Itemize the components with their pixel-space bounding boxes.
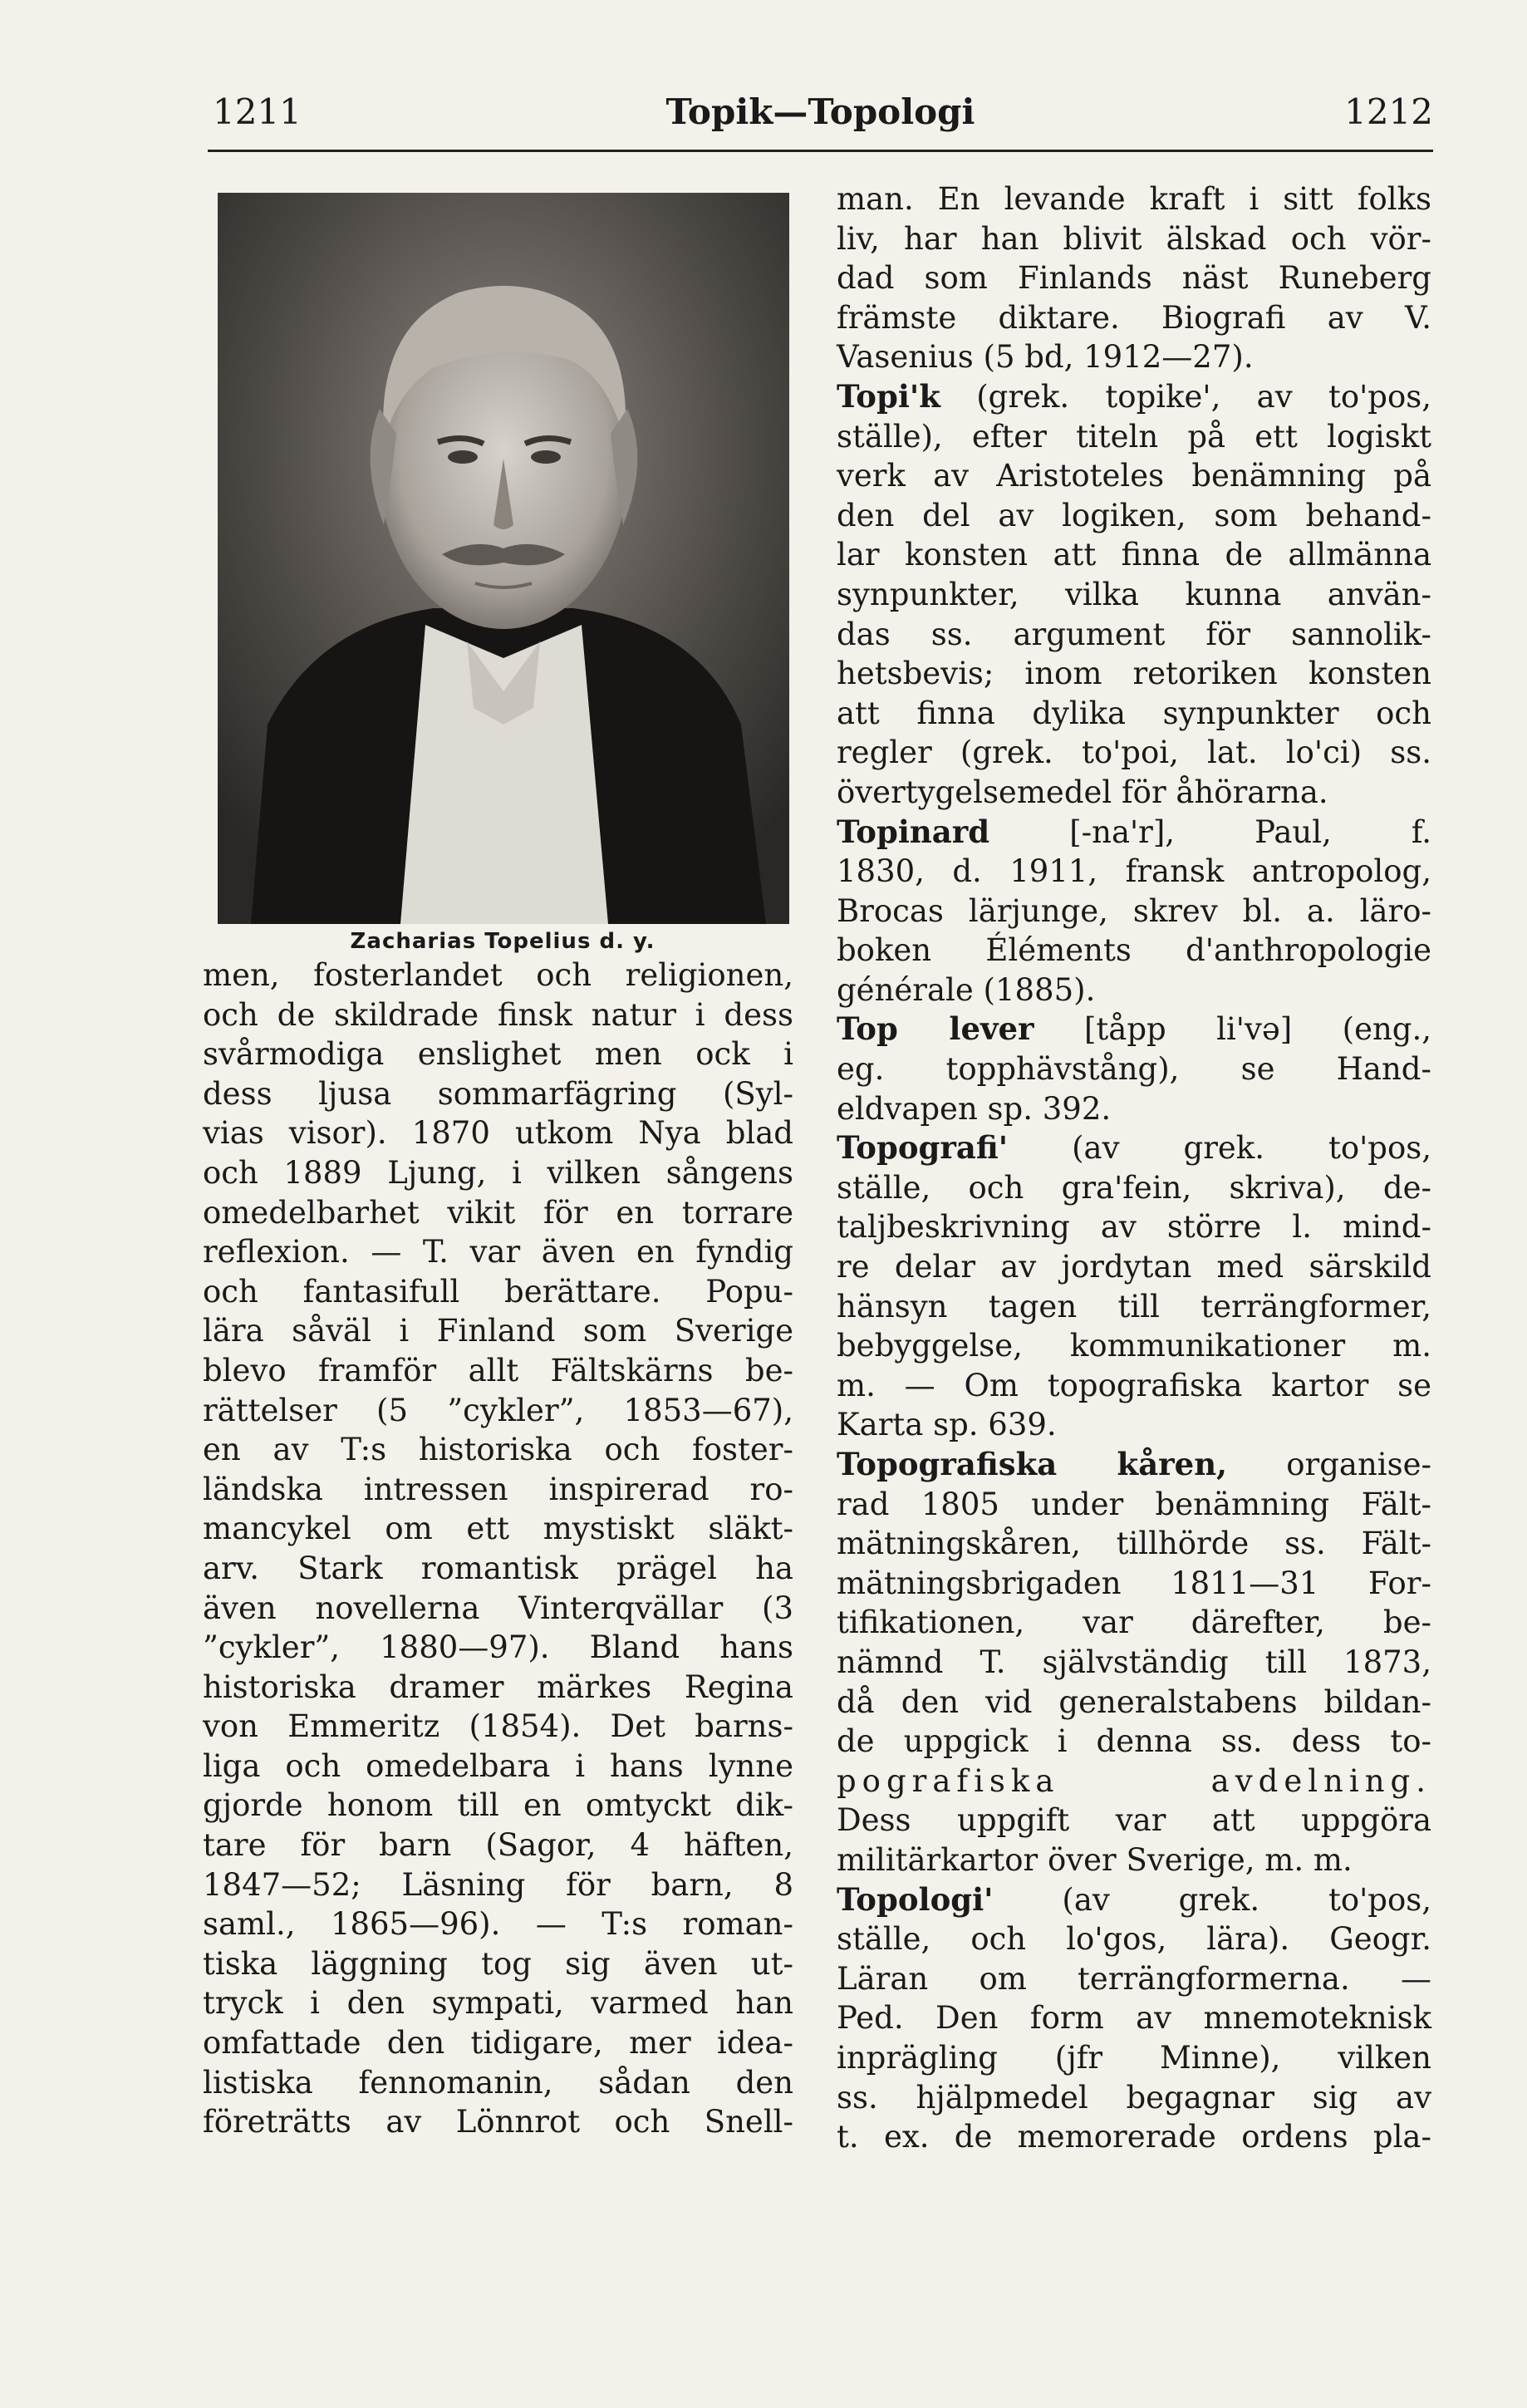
text-line: gjorde honom till en omtyckt dik-	[203, 1787, 793, 1824]
text-line: de uppgick i denna ss. dess to-	[837, 1723, 1431, 1760]
text-line: ställe, och lo'gos, lära). Geogr.	[837, 1921, 1431, 1958]
text-line: verk av Aristoteles benämning på	[837, 458, 1431, 494]
text-line: främste diktare. Biografi av V.	[837, 299, 1431, 336]
text-line: man. En levande kraft i sitt folks	[837, 181, 1431, 217]
text-line: den del av logiken, som behand-	[837, 497, 1431, 533]
text-line: saml., 1865—96). — T:s roman-	[203, 1906, 793, 1943]
right-column	[837, 179, 1431, 2157]
text-line: das ss. argument för sannolik-	[837, 616, 1431, 652]
headword: Topi'k	[837, 377, 940, 415]
text-line: lära såväl i Finland som Sverige	[203, 1313, 793, 1349]
text-line: lar konsten att finna de allmänna	[837, 537, 1431, 573]
text-line: tare för barn (Sagor, 4 häften,	[203, 1827, 793, 1864]
text-line: Ped. Den form av mnemoteknisk	[837, 2000, 1431, 2037]
text-line: arv. Stark romantisk prägel ha	[203, 1550, 793, 1586]
text-line: inprägling (jfr Minne), vilken	[837, 2039, 1431, 2076]
text-line: listiska fennomanin, sådan den	[203, 2064, 793, 2101]
text-line: eg. topphävstång), se Hand-	[837, 1051, 1431, 1088]
text-line: men, fosterlandet och religionen,	[203, 957, 793, 993]
text-line: militärkartor över Sverige, m. m.	[837, 1841, 1353, 1878]
text-line: rad 1805 under benämning Fält-	[837, 1486, 1431, 1522]
text-line: hetsbevis; inom retoriken konsten	[837, 656, 1431, 692]
text-line: t. ex. de memorerade ordens pla-	[837, 2119, 1431, 2155]
text-line: m. — Om topografiska kartor se	[837, 1367, 1431, 1403]
page-title: Topik—Topologi	[665, 91, 975, 132]
headword: Topinard	[837, 813, 990, 850]
text-line: även novellerna Vinterqvällar (3	[203, 1590, 793, 1626]
text-line: ”cykler”, 1880—97). Bland hans	[203, 1629, 793, 1666]
text-line: Brocas lärjunge, skrev bl. a. läro-	[837, 892, 1431, 929]
text-line: omedelbarhet vikit för en torrare	[203, 1194, 793, 1231]
entry-top-lever: Top lever [tåpp li'və] (eng.,	[837, 1010, 1432, 1048]
text-line: Läran om terrängformerna. —	[837, 1960, 1431, 1997]
text-line: re delar av jordytan med särskild	[837, 1249, 1431, 1285]
text-line: ställe), efter titeln på ett logiskt	[837, 418, 1431, 455]
text-line: blevo framför allt Fältskärns be-	[203, 1352, 793, 1388]
text-line: pografiska avdelning.	[837, 1762, 1431, 1799]
text-line: övertygelsemedel för åhörarna.	[837, 774, 1328, 810]
text-line: Vasenius (5 bd, 1912—27).	[837, 339, 1254, 376]
text-line: von Emmeritz (1854). Det barns-	[203, 1708, 793, 1745]
page-header	[208, 83, 1433, 152]
text-line: 1847—52; Läsning för barn, 8	[203, 1866, 793, 1903]
text-line: tifikationen, var därefter, be-	[837, 1605, 1431, 1641]
text-line: reflexion. — T. var även en fyndig	[203, 1234, 793, 1270]
text-line: svårmodiga enslighet men ock i	[203, 1036, 793, 1073]
text-line: ländska intressen inspirerad ro-	[203, 1471, 793, 1507]
text-line: Dess uppgift var att uppgöra	[837, 1802, 1431, 1839]
headword: Topografi'	[837, 1129, 1009, 1167]
entry-topologi: Topologi' (av grek. to'pos,	[837, 1880, 1431, 1918]
text-line: och 1889 Ljung, i vilken sångens	[203, 1154, 793, 1191]
page-number-right: 1212	[1344, 91, 1433, 132]
left-column	[203, 956, 793, 2142]
text-line: liga och omedelbara i hans lynne	[203, 1747, 793, 1784]
text-line: och fantasifull berättare. Popu-	[203, 1273, 793, 1310]
portrait-photo	[218, 193, 789, 924]
text-line: Karta sp. 639.	[837, 1407, 1057, 1443]
text-line: rättelser (5 ”cykler”, 1853—67),	[203, 1392, 793, 1428]
text-line: en av T:s historiska och foster-	[203, 1432, 793, 1468]
text-line: vias visor). 1870 utkom Nya blad	[203, 1115, 793, 1152]
text-line: bebyggelse, kommunikationer m.	[837, 1328, 1431, 1364]
text-line: générale (1885).	[837, 971, 1096, 1008]
page-number-left: 1211	[213, 91, 302, 132]
text-line: historiska dramer märkes Regina	[203, 1668, 793, 1705]
text-line: liv, har han blivit älskad och vör-	[837, 220, 1431, 257]
text-line: dess ljusa sommarfägring (Syl-	[203, 1075, 793, 1112]
text-line: regler (grek. to'poi, lat. lo'ci) ss.	[837, 735, 1431, 771]
text-line: taljbeskrivning av större l. mind-	[837, 1209, 1431, 1246]
text-line: omfattade den tidigare, mer idea-	[203, 2025, 793, 2062]
text-line: tiska läggning tog sig även ut-	[203, 1945, 793, 1982]
headword: Topologi'	[837, 1880, 994, 1918]
text-line: då den vid generalstabens bildan-	[837, 1683, 1431, 1720]
text-line: mätningskåren, tillhörde ss. Fält-	[837, 1526, 1431, 1562]
text-line: nämnd T. självständig till 1873,	[837, 1644, 1431, 1680]
text-line: ss. hjälpmedel begagnar sig av	[837, 2079, 1431, 2116]
text-line: synpunkter, vilka kunna använ-	[837, 576, 1431, 612]
text-line: mancykel om ett mystiskt släkt-	[203, 1511, 793, 1547]
text-line: 1830, d. 1911, fransk antropolog,	[837, 853, 1431, 890]
text-line: hänsyn tagen till terrängformer,	[837, 1288, 1431, 1324]
text-line: och de skildrade finsk natur i dess	[203, 996, 793, 1033]
entry-topik: Topi'k (grek. topike', av to'pos,	[837, 377, 1431, 415]
headword: Top lever	[837, 1010, 1034, 1048]
text-line: ställe, och gra'fein, skriva), de-	[837, 1169, 1431, 1206]
text-line: boken Éléments d'anthropologie	[837, 932, 1431, 969]
text-line: att finna dylika synpunkter och	[837, 695, 1431, 731]
photo-caption: Zacharias Topelius d. y.	[350, 929, 655, 954]
headword: Topografiska kåren,	[837, 1446, 1227, 1482]
entry-topografi: Topografi' (av grek. to'pos,	[837, 1129, 1431, 1167]
text-line: eldvapen sp. 392.	[837, 1090, 1112, 1127]
text-line: företrätts av Lönnrot och Snell-	[203, 2104, 793, 2140]
entry-topografiska-karen: Topografiska kåren, organise-	[837, 1446, 1431, 1482]
text-line: tryck i den sympati, varmed han	[203, 1985, 793, 2022]
entry-topinard: Topinard [-na'r], Paul, f.	[837, 813, 1431, 850]
text-line: dad som Finlands näst Runeberg	[837, 260, 1431, 297]
text-line: mätningsbrigaden 1811—31 For-	[837, 1565, 1431, 1601]
